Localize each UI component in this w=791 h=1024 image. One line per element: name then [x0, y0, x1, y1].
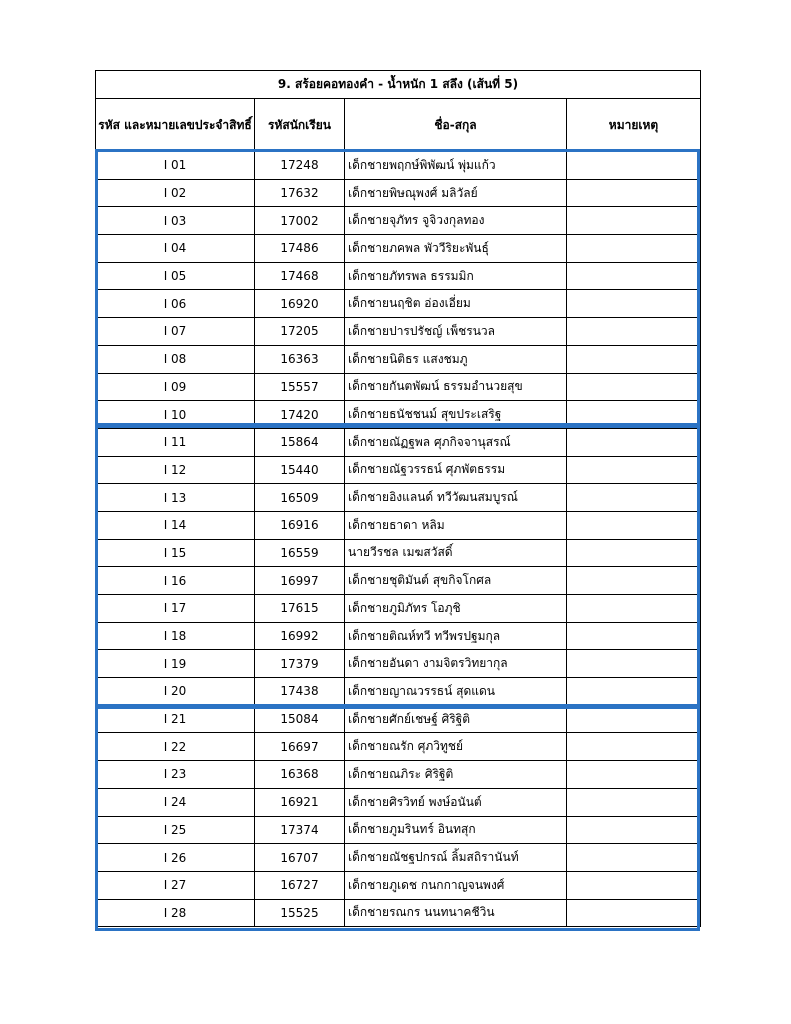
cell-remark	[567, 595, 701, 623]
header-name: ชื่อ-สกุล	[345, 99, 567, 152]
table-row	[96, 235, 701, 263]
award-table	[95, 70, 701, 927]
cell-student-id: 17632	[255, 179, 345, 207]
header-remark: หมายเหตุ	[567, 99, 701, 152]
table-row	[96, 705, 701, 733]
cell-name: เด็กชายธนัชชนม์ สุขประเสริฐ	[345, 401, 567, 429]
cell-remark	[567, 650, 701, 678]
cell-student-id: 16559	[255, 539, 345, 567]
cell-remark	[567, 290, 701, 318]
cell-code: I 28	[96, 899, 255, 927]
header-code: รหัส และหมายเลขประจำสิทธิ์	[96, 99, 255, 152]
cell-name: เด็กชายณัฐวรรธน์ ศุภพัตธรรม	[345, 456, 567, 484]
cell-name: เด็กชายณัฏฐพล ศุภกิจจานุสรณ์	[345, 428, 567, 456]
cell-code: I 18	[96, 622, 255, 650]
cell-student-id: 16997	[255, 567, 345, 595]
cell-code: I 23	[96, 761, 255, 789]
cell-remark	[567, 235, 701, 263]
cell-student-id: 16697	[255, 733, 345, 761]
cell-student-id: 17205	[255, 318, 345, 346]
cell-name: เด็กชายชุติมันต์ สุขกิจโกศล	[345, 567, 567, 595]
cell-code: I 12	[96, 456, 255, 484]
table-row	[96, 595, 701, 623]
cell-student-id: 17374	[255, 816, 345, 844]
table-row	[96, 733, 701, 761]
cell-code: I 25	[96, 816, 255, 844]
cell-code: I 07	[96, 318, 255, 346]
table-row	[96, 788, 701, 816]
table-row	[96, 152, 701, 180]
cell-student-id: 16368	[255, 761, 345, 789]
table-row	[96, 816, 701, 844]
cell-code: I 09	[96, 373, 255, 401]
cell-student-id: 15525	[255, 899, 345, 927]
table-row	[96, 262, 701, 290]
cell-remark	[567, 539, 701, 567]
cell-name: เด็กชายศิรวิทย์ พงษ์อนันต์	[345, 788, 567, 816]
cell-code: I 01	[96, 152, 255, 180]
table-row	[96, 539, 701, 567]
cell-student-id: 15440	[255, 456, 345, 484]
cell-student-id: 16992	[255, 622, 345, 650]
cell-code: I 11	[96, 428, 255, 456]
header-student-id: รหัสนักเรียน	[255, 99, 345, 152]
header-row	[96, 99, 701, 152]
cell-student-id: 17615	[255, 595, 345, 623]
cell-name: เด็กชายณภิระ ศิริฐิติ	[345, 761, 567, 789]
cell-name: เด็กชายภูเดช กนกกาญจนพงศ์	[345, 871, 567, 899]
cell-remark	[567, 262, 701, 290]
cell-remark	[567, 816, 701, 844]
cell-code: I 20	[96, 678, 255, 706]
cell-student-id: 16921	[255, 788, 345, 816]
cell-code: I 03	[96, 207, 255, 235]
cell-student-id: 16363	[255, 345, 345, 373]
cell-student-id: 17248	[255, 152, 345, 180]
table-row	[96, 207, 701, 235]
cell-student-id: 16920	[255, 290, 345, 318]
cell-student-id: 17468	[255, 262, 345, 290]
cell-name: เด็กชายกันตพัฒน์ ธรรมอำนวยสุข	[345, 373, 567, 401]
table-row	[96, 511, 701, 539]
cell-remark	[567, 899, 701, 927]
table-row	[96, 622, 701, 650]
cell-name: เด็กชายธาดา หลิม	[345, 511, 567, 539]
cell-name: เด็กชายนิติธร แสงชมภู	[345, 345, 567, 373]
cell-code: I 16	[96, 567, 255, 595]
cell-name: เด็กชายญาณวรรธน์ สุดแดน	[345, 678, 567, 706]
cell-remark	[567, 428, 701, 456]
cell-student-id: 17420	[255, 401, 345, 429]
cell-code: I 08	[96, 345, 255, 373]
award-list-sheet	[95, 70, 700, 927]
table-row	[96, 650, 701, 678]
cell-code: I 19	[96, 650, 255, 678]
cell-code: I 13	[96, 484, 255, 512]
cell-name: เด็กชายติณห์ทวี ทวีพรปฐมกุล	[345, 622, 567, 650]
cell-student-id: 17379	[255, 650, 345, 678]
table-row	[96, 290, 701, 318]
table-row	[96, 678, 701, 706]
cell-student-id: 17002	[255, 207, 345, 235]
cell-code: I 14	[96, 511, 255, 539]
cell-name: เด็กชายนฤชิต อ่องเอี่ยม	[345, 290, 567, 318]
cell-remark	[567, 345, 701, 373]
cell-code: I 15	[96, 539, 255, 567]
table-title: 9. สร้อยคอทองคำ - น้ำหนัก 1 สลึง (เส้นที่ 5)	[96, 71, 701, 99]
cell-student-id: 15084	[255, 705, 345, 733]
cell-remark	[567, 152, 701, 180]
cell-name: เด็กชายอันดา งามจิตรวิทยากุล	[345, 650, 567, 678]
cell-remark	[567, 179, 701, 207]
cell-code: I 21	[96, 705, 255, 733]
cell-remark	[567, 733, 701, 761]
cell-remark	[567, 207, 701, 235]
cell-code: I 17	[96, 595, 255, 623]
cell-code: I 26	[96, 844, 255, 872]
cell-student-id: 16727	[255, 871, 345, 899]
cell-remark	[567, 373, 701, 401]
table-row	[96, 318, 701, 346]
cell-remark	[567, 318, 701, 346]
table-row	[96, 484, 701, 512]
table-row	[96, 179, 701, 207]
cell-remark	[567, 844, 701, 872]
cell-name: เด็กชายอิงแลนด์ ทวีวัฒนสมบูรณ์	[345, 484, 567, 512]
table-title-row	[96, 71, 701, 99]
cell-remark	[567, 456, 701, 484]
cell-code: I 05	[96, 262, 255, 290]
cell-name: เด็กชายณรัก ศุภวิทูชย์	[345, 733, 567, 761]
table-row	[96, 401, 701, 429]
table-row	[96, 844, 701, 872]
cell-name: เด็กชายพฤกษ์พิพัฒน์ พุ่มแก้ว	[345, 152, 567, 180]
cell-name: เด็กชายภคพล พัววีริยะพันธุ์	[345, 235, 567, 263]
cell-name: เด็กชายภูมิภัทร โอภุชิ	[345, 595, 567, 623]
cell-name: เด็กชายจุภัทร จูจิวงกุลทอง	[345, 207, 567, 235]
table-row	[96, 871, 701, 899]
cell-name: เด็กชายณัชฐปกรณ์ ลิ้มสถิรานันท์	[345, 844, 567, 872]
table-row	[96, 373, 701, 401]
cell-remark	[567, 871, 701, 899]
cell-code: I 22	[96, 733, 255, 761]
cell-remark	[567, 484, 701, 512]
cell-code: I 06	[96, 290, 255, 318]
table-row	[96, 345, 701, 373]
cell-student-id: 15864	[255, 428, 345, 456]
cell-remark	[567, 567, 701, 595]
cell-student-id: 17486	[255, 235, 345, 263]
cell-name: เด็กชายภูมรินทร์ อินทสุก	[345, 816, 567, 844]
cell-remark	[567, 401, 701, 429]
cell-code: I 10	[96, 401, 255, 429]
cell-name: เด็กชายรณกร นนทนาคชีวิน	[345, 899, 567, 927]
cell-remark	[567, 705, 701, 733]
table-row	[96, 567, 701, 595]
table-row	[96, 456, 701, 484]
cell-code: I 02	[96, 179, 255, 207]
table-row	[96, 899, 701, 927]
cell-code: I 24	[96, 788, 255, 816]
table-row	[96, 428, 701, 456]
cell-code: I 04	[96, 235, 255, 263]
cell-remark	[567, 511, 701, 539]
cell-name: เด็กชายปารปรัชญ์ เพ็ชรนวล	[345, 318, 567, 346]
cell-student-id: 16916	[255, 511, 345, 539]
table-row	[96, 761, 701, 789]
cell-remark	[567, 622, 701, 650]
cell-code: I 27	[96, 871, 255, 899]
cell-name: นายวีรชล เมฆสวัสดิ์	[345, 539, 567, 567]
cell-name: เด็กชายพิษณุพงศ์ มลิวัลย์	[345, 179, 567, 207]
cell-student-id: 15557	[255, 373, 345, 401]
cell-student-id: 16509	[255, 484, 345, 512]
cell-remark	[567, 761, 701, 789]
cell-name: เด็กชายศักย์เชษฐ์ ศิริฐิติ	[345, 705, 567, 733]
cell-name: เด็กชายภัทรพล ธรรมมิก	[345, 262, 567, 290]
cell-student-id: 17438	[255, 678, 345, 706]
cell-remark	[567, 788, 701, 816]
cell-student-id: 16707	[255, 844, 345, 872]
cell-remark	[567, 678, 701, 706]
